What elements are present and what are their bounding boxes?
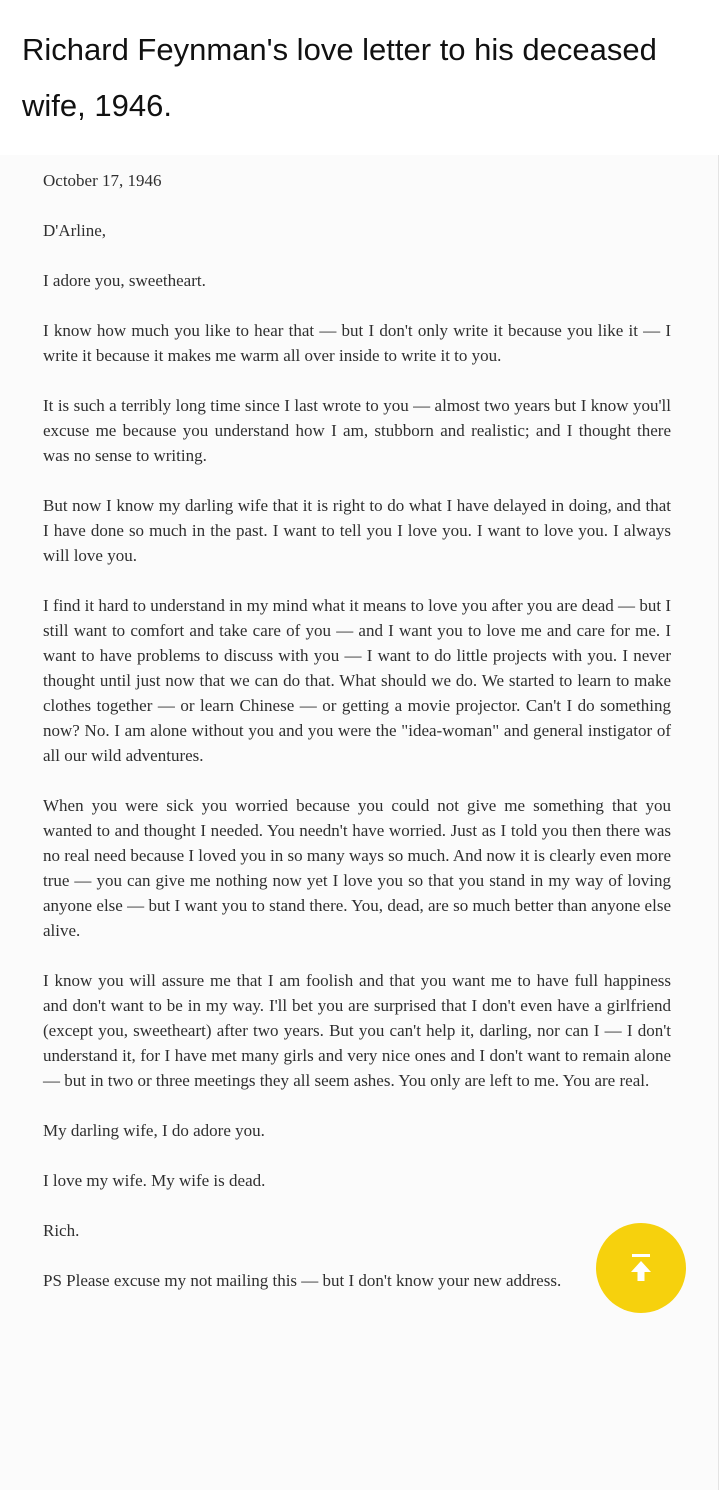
letter-paragraph: I adore you, sweetheart. bbox=[43, 271, 206, 290]
letter-date: October 17, 1946 bbox=[43, 171, 162, 190]
letter-signature: Rich. bbox=[43, 1221, 80, 1240]
letter-paragraph: I love my wife. My wife is dead. bbox=[43, 1171, 266, 1190]
letter-paragraph: My darling wife, I do adore you. bbox=[43, 1121, 265, 1140]
letter-salutation: D'Arline, bbox=[43, 221, 107, 240]
letter-paragraph: I find it hard to understand in my mind what it means to love you after you are dead — but I still want to comfort and take care of you — and I want you to love me and care for me. I want to have problems to discuss with you — I want to do little projects with you. I never thought until just now that we can do that. What should we do. We started to learn to make clothes together — or learn Chinese — or getting a movie projector. Can't I do something now? No. I am alone without you and you were the "idea-woman" and general instigator of all our wild adventures. bbox=[43, 596, 671, 765]
letter-paragraph: It is such a terribly long time since I last wrote to you — almost two years but I know you'll excuse me because you understand how I am, stubborn and realistic; and I thought there was no sense to writing. bbox=[43, 396, 671, 465]
letter-paragraph: I know you will assure me that I am foolish and that you want me to have full happiness and don't want to be in my way. I'll bet you are surprised that I don't even have a girlfriend (except you, sweetheart) after two years. But you can't help it, darling, nor can I — I don't understand it, for I have met many girls and very nice ones and I don't want to remain alone — but in two or three meetings they all seem ashes. You only are left to me. You are real. bbox=[43, 971, 671, 1090]
letter-paragraph: But now I know my darling wife that it is right to do what I have delayed in doing, and that I have done so much in the past. I want to tell you I love you. I want to love you. I always will love you. bbox=[43, 496, 671, 565]
arrow-up-to-top-icon bbox=[629, 1254, 653, 1282]
post-title: Richard Feynman's love letter to his deceased wife, 1946. bbox=[22, 32, 657, 123]
scroll-to-top-button[interactable] bbox=[596, 1223, 686, 1313]
letter-paragraph: I know how much you like to hear that — but I don't only write it because you like it — I write it because it makes me warm all over inside to write it to you. bbox=[43, 321, 671, 365]
letter-body bbox=[43, 168, 671, 1293]
letter-postscript: PS Please excuse my not mailing this — but I don't know your new address. bbox=[43, 1271, 562, 1290]
letter-paragraph: When you were sick you worried because you could not give me something that you wanted to and thought I needed. You needn't have worried. Just as I told you then there was no real need because I loved you in so many ways so much. And now it is clearly even more true — you can give me nothing now yet I love you so that you stand in my way of loving anyone else — but I want you to stand there. You, dead, are so much better than anyone else alive. bbox=[43, 796, 671, 940]
